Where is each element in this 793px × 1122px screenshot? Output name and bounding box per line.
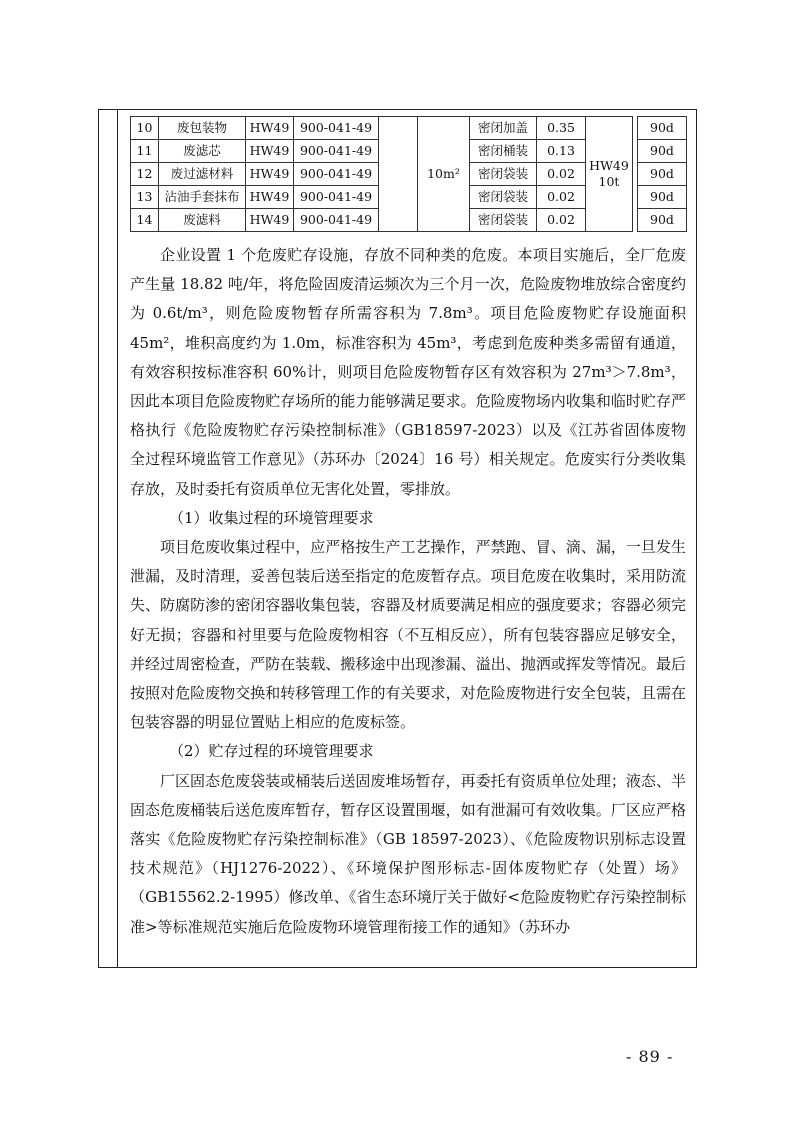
waste-name-cell: 废过滤材料 xyxy=(159,163,246,186)
frame-left-column-line xyxy=(117,109,118,968)
page-number: - 89 - xyxy=(626,1047,674,1066)
waste-name-cell: 废滤芯 xyxy=(159,140,246,163)
waste-code-cell: 900-041-49 xyxy=(294,140,379,163)
storage-method-cell: 密闭袋装 xyxy=(470,163,537,186)
storage-cycle-cell: 90d xyxy=(638,117,687,140)
storage-cycle-cell: 90d xyxy=(638,186,687,209)
waste-code-cell: 900-041-49 xyxy=(294,209,379,232)
paragraph-collection: 项目危废收集过程中，应严格按生产工艺操作，严禁跑、冒、滴、漏，一旦发生泄漏，及时清理，妥善包装后送至指定的危废暂存点。项目危废在收集时，采用防流失、防腐防渗的密闭容器收集包装，容器及材质要满足相应的强度要求；容器必须完好无损；容器和衬里要与危险废物相容（不互相反应），所有包装容器应足够安全，并经过周密检查，严防在装载、搬移途中出现渗漏、溢出、抛洒或挥发等情况。最后按照对危险废物交换和转移管理工作的有关要求，对危险废物进行安全包装，且需在包装容器的明显位置贴上相应的危废标签。 xyxy=(130,538,686,732)
capacity-category: HW49 xyxy=(589,158,629,173)
table-row xyxy=(131,117,687,140)
waste-code-cell: 900-041-49 xyxy=(294,163,379,186)
body-text xyxy=(130,241,686,942)
quantity-cell: 0.13 xyxy=(537,140,586,163)
paragraph-storage-capacity: 企业设置 1 个危废贮存设施，存放不同种类的危废。本项目实施后，全厂危废产生量 18.82 吨/年，将危险固废清运频次为三个月一次，危险废物堆放综合密度约为 0.6t/m³，则危险废物暂存所需容积为 7.8m³。项目危险废物贮存设施面积 45m²，堆积高度约为 1.0m，标准容积为 45m³，考虑到危废种类多需留有通道，有效容积按标准容积 60%计，则项目危险废物暂存区有效容积为 27m³＞7.8m³，因此本项目危险废物贮存场所的能力能够满足要求。危险废物场内收集和临时贮存严格执行《危险废物贮存污染控制标准》（GB18597-2023）以及《江苏省固体废物全过程环境监管工作意见》（苏环办〔2024〕16 号）相关规定。危废实行分类收集存放，及时委托有资质单位无害化处置，零排放。 xyxy=(130,246,686,498)
waste-name-cell: 废滤料 xyxy=(159,209,246,232)
row-number-cell: 14 xyxy=(131,209,159,232)
heading-collection-requirements: （1）收集过程的环境管理要求 xyxy=(169,508,374,527)
waste-code-cell: 900-041-49 xyxy=(294,117,379,140)
storage-method-cell: 密闭加盖 xyxy=(470,117,537,140)
waste-code-cell: 900-041-49 xyxy=(294,186,379,209)
storage-method-cell: 密闭桶装 xyxy=(470,140,537,163)
waste-name-cell: 废包装物 xyxy=(159,117,246,140)
waste-category-cell: HW49 xyxy=(246,163,294,186)
storage-cycle-cell: 90d xyxy=(638,140,687,163)
storage-capacity-cell xyxy=(586,117,633,232)
quantity-cell: 0.35 xyxy=(537,117,586,140)
waste-category-cell: HW49 xyxy=(246,186,294,209)
storage-cycle-cell: 90d xyxy=(638,163,687,186)
storage-cycle-cell: 90d xyxy=(638,209,687,232)
quantity-cell: 0.02 xyxy=(537,163,586,186)
paragraph-storage: 厂区固态危废袋装或桶装后送固废堆场暂存，再委托有资质单位处理；液态、半固态危废桶装后送危废库暂存，暂存区设置围堰，如有泄漏可有效收集。厂区应严格落实《危险废物贮存污染控制标准》（GB 18597-2023）、《危险废物识别标志设置技术规范》（HJ1276-2022）、《环境保护图形标志-固体废物贮存（处置）场》（GB15562.2-1995）修改单、《省生态环境厅关于做好<危险废物贮存污染控制标准>等标准规范实施后危险废物环境管理衔接工作的通知》（苏环办 xyxy=(130,771,686,936)
storage-method-cell: 密闭袋装 xyxy=(470,209,537,232)
waste-category-cell: HW49 xyxy=(246,140,294,163)
waste-name-cell: 沾油手套抹布 xyxy=(159,186,246,209)
capacity-amount: 10t xyxy=(598,174,620,189)
storage-method-cell: 密闭袋装 xyxy=(470,186,537,209)
row-number-cell: 10 xyxy=(131,117,159,140)
hazardous-waste-table xyxy=(130,116,687,232)
quantity-cell: 0.02 xyxy=(537,186,586,209)
row-number-cell: 13 xyxy=(131,186,159,209)
quantity-cell: 0.02 xyxy=(537,209,586,232)
row-number-cell: 12 xyxy=(131,163,159,186)
location-cell xyxy=(379,117,418,232)
heading-storage-requirements: （2）贮存过程的环境管理要求 xyxy=(169,742,374,761)
row-number-cell: 11 xyxy=(131,140,159,163)
storage-area-cell: 10m² xyxy=(418,117,470,232)
waste-category-cell: HW49 xyxy=(246,209,294,232)
waste-category-cell: HW49 xyxy=(246,117,294,140)
